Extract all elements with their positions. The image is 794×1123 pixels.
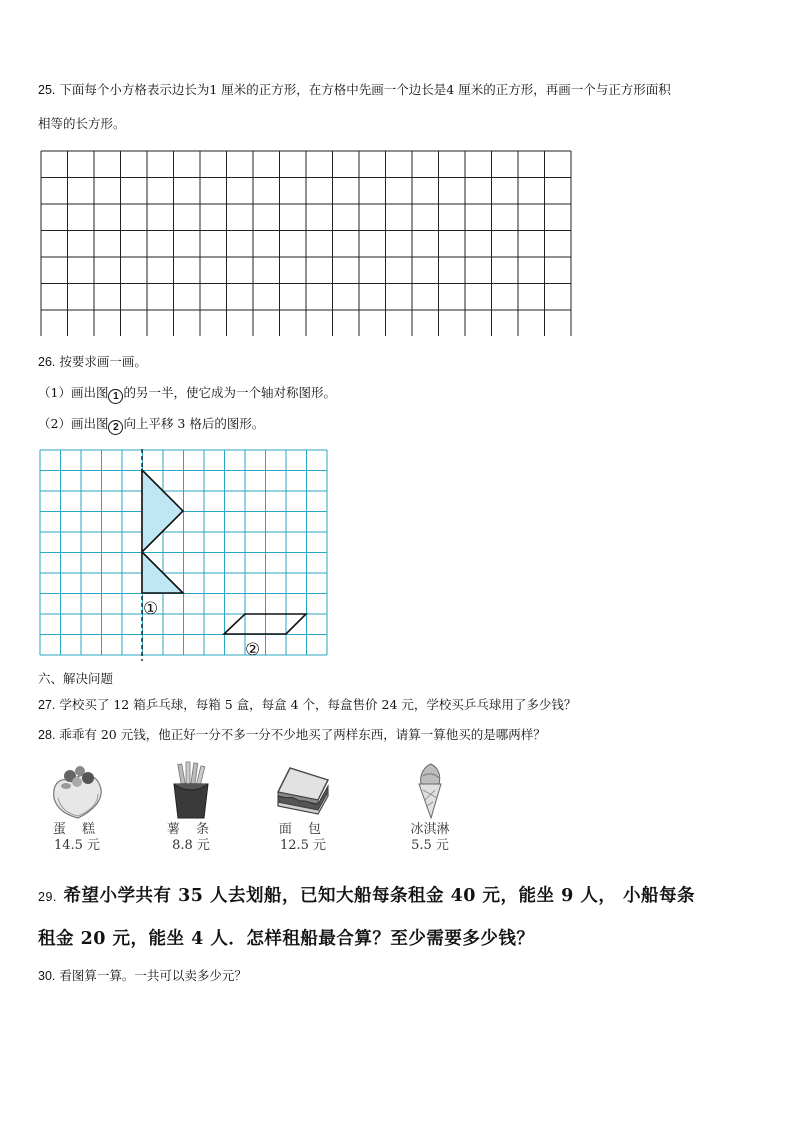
q25-line1 (38, 82, 671, 98)
item-price: 8.8 元 (172, 838, 210, 853)
q28-line (38, 727, 546, 743)
section-6-title: 六、解决问题 (38, 671, 114, 686)
q27-number: 27. (38, 698, 56, 712)
fries-icon (162, 760, 220, 822)
figure-1-label: ① (143, 599, 159, 619)
shop-item-sandwich (263, 760, 343, 854)
item-price: 12.5 元 (279, 838, 327, 853)
q26-number: 26. (38, 355, 56, 369)
q25-line2: 相等的长方形。 (38, 116, 126, 131)
shop-item-fries (151, 760, 231, 854)
item-price: 14.5 元 (53, 838, 101, 853)
q26-title: 按要求画一画。 (59, 354, 147, 369)
q26-sub2-suffix: 向上平移 3 格后的图形。 (123, 416, 265, 431)
q29-text-1: 希望小学共有 35 人去划船，已知大船每条租金 40 元，能坐 9 人， 小船每条 (63, 886, 696, 906)
q26-sub2 (38, 416, 264, 435)
q27-text: 学校买了 12 箱乒乓球，每箱 5 盒，每盒 4 个，每盒售价 24 元，学校买乒乓球用了多少钱？ (59, 697, 577, 712)
figure-1-marker: 1 (108, 389, 123, 404)
shop-item-cake (37, 760, 117, 854)
q26-sub1-prefix: （1）画出图 (38, 385, 109, 400)
q30-line (38, 968, 247, 984)
q28-text: 乖乖有 20 元钱，他正好一分不多一分不少地买了两样东西，请算一算他买的是哪两样？ (59, 727, 546, 742)
q25-number: 25. (38, 83, 56, 97)
q25-drawing-grid (40, 150, 572, 336)
q28-number: 28. (38, 728, 56, 742)
q29-number: 29. (38, 890, 57, 904)
figure-2-marker: 2 (108, 420, 123, 435)
figure-2-label: ② (245, 640, 261, 660)
item-name: 薯 条 (166, 822, 216, 837)
q26-sub1 (38, 385, 336, 404)
q30-number: 30. (38, 969, 56, 983)
q26-sub1-suffix: 的另一半，使它成为一个轴对称图形。 (123, 385, 336, 400)
item-name: 面 包 (278, 822, 328, 837)
cake-icon (48, 760, 106, 822)
item-price: 5.5 元 (411, 838, 449, 853)
item-name: 蛋 糕 (52, 822, 102, 837)
item-name: 冰淇淋 (410, 822, 450, 837)
q25-text-1: 下面每个小方格表示边长为1 厘米的正方形，在方格中先画一个边长是4 厘米的正方形，再画一个与正方形面积 (59, 82, 671, 97)
ice-cream-icon (401, 760, 459, 822)
q26-title-line (38, 354, 147, 370)
q26-grid-lines (40, 450, 327, 655)
q26-figure-grid (39, 449, 329, 662)
q29-line2: 租金 20 元，能坐 4 人．怎样租船最合算？至少需要多少钱？ (38, 929, 535, 949)
shop-item-ice-cream (390, 760, 470, 854)
q30-text: 看图算一算。一共可以卖多少元？ (59, 968, 247, 983)
q27-line (38, 697, 576, 713)
q26-sub2-prefix: （2）画出图 (38, 416, 109, 431)
sandwich-icon (272, 760, 334, 822)
q29-line1 (38, 884, 695, 909)
